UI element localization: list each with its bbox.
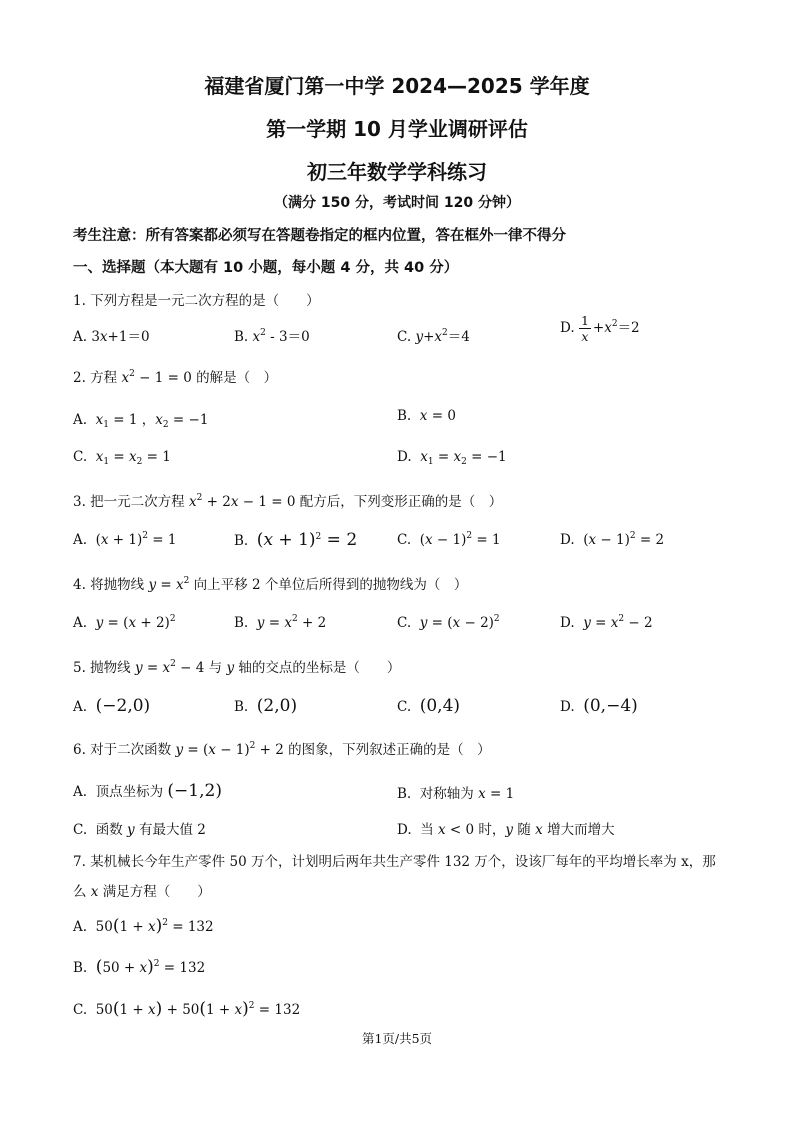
question-7	[73, 850, 716, 870]
fraction: $\frac{1}{x}$	[580, 313, 589, 344]
q4-option-a: A. $y = (x + 2)^2$	[73, 614, 176, 631]
q2-option-c: C. $x_1 = x_2 = 1$	[73, 449, 171, 467]
question-2: 2. 方程 $x^2 - 1 = 0$ 的解是（ ）	[73, 369, 278, 386]
question-3: 3. 把一元二次方程 $x^2 + 2x - 1 = 0$ 配方后，下列变形正确的是（ ）	[73, 493, 503, 510]
q2-option-d: D. $x_1 = x_2 = -1$	[397, 449, 507, 467]
exam-title-school: 福建省厦门第一中学 2024—2025 学年度	[204, 74, 590, 98]
exam-title-subject: 初三年数学学科练习	[307, 160, 487, 184]
q7-option-b: B. $(50 + x)^2 = 132$	[73, 957, 206, 977]
q3-option-a: A. $(x + 1)^2 = 1$	[73, 531, 177, 548]
question-stem: 某机械长今年生产零件 50 万个，计划明后两年共生产零件 132 万个，设该厂每年的平均增长率为 x，那	[90, 854, 716, 870]
section-heading: 一、选择题（本大题有 10 小题，每小题 4 分，共 40 分）	[73, 260, 459, 276]
q5-option-a: A. (−2,0)	[73, 696, 151, 716]
q7-option-a: A. $50(1 + x)^2 = 132$	[73, 916, 214, 936]
question-4: 4. 将抛物线 $y = x^2$ 向上平移 2 个单位后所得到的抛物线为（ ）	[73, 576, 468, 593]
q6-option-c: C. 函数 y 有最大值 2	[73, 822, 206, 838]
q2-option-a: A. $x_1 = 1$ ，$x_2 = -1$	[73, 412, 209, 430]
notice: 考生注意：所有答案都必须写在答题卷指定的框内位置，答在框外一律不得分	[73, 228, 566, 244]
question-number: 1.	[73, 293, 86, 309]
q6-option-b: B. 对称轴为 x = 1	[397, 786, 515, 802]
q4-option-c: C. $y = (x - 2)^2$	[397, 614, 500, 631]
question-number: 7.	[73, 854, 86, 870]
q1-option-a: A. 3x+1＝0	[73, 329, 150, 345]
q3-option-c: C. $(x - 1)^2 = 1$	[397, 531, 501, 548]
q5-option-b: B. (2,0)	[234, 696, 298, 716]
q5-option-c: C. (0,4)	[397, 696, 461, 716]
q2-option-b: B. x = 0	[397, 408, 456, 424]
q4-option-d: D. $y = x^2 - 2$	[560, 614, 653, 631]
q5-option-d: D. (0,−4)	[560, 696, 638, 716]
question-5: 5. 抛物线 $y = x^2 - 4$ 与 y 轴的交点的坐标是（ ）	[73, 659, 401, 676]
question-1	[73, 289, 320, 309]
q1-option-c: C. $y+x^2=4$	[397, 328, 470, 345]
q1-option-d: D. $\frac{1}{x}$ $+x^2=2$	[560, 313, 640, 344]
exam-title-term: 第一学期 10 月学业调研评估	[266, 117, 528, 141]
q7-option-c: C. $50(1 + x) + 50(1 + x)^2 = 132$	[73, 999, 301, 1019]
q1-option-b: B. $x^2 - 3=0$	[234, 328, 310, 345]
q4-option-b: B. $y = x^2 + 2$	[234, 614, 327, 631]
page-footer: 第1页/共5页	[361, 1031, 433, 1046]
exam-info: （满分 150 分，考试时间 120 分钟）	[274, 195, 520, 211]
question-stem: 下列方程是一元二次方程的是（ ）	[90, 293, 320, 309]
q3-option-d: D. $(x - 1)^2 = 2$	[560, 531, 665, 548]
q6-option-a: A. 顶点坐标为 (−1,2)	[73, 781, 222, 801]
q6-option-d: D. 当 x < 0 时，y 随 x 增大而增大	[397, 822, 615, 838]
question-6: 6. 对于二次函数 $y = (x - 1)^2 + 2$ 的图象，下列叙述正确的是（ ）	[73, 741, 491, 758]
q3-option-b: B. $(x + 1)^2 = 2$	[234, 530, 358, 550]
question-7-cont: 么 x 满足方程（ ）	[73, 884, 211, 900]
